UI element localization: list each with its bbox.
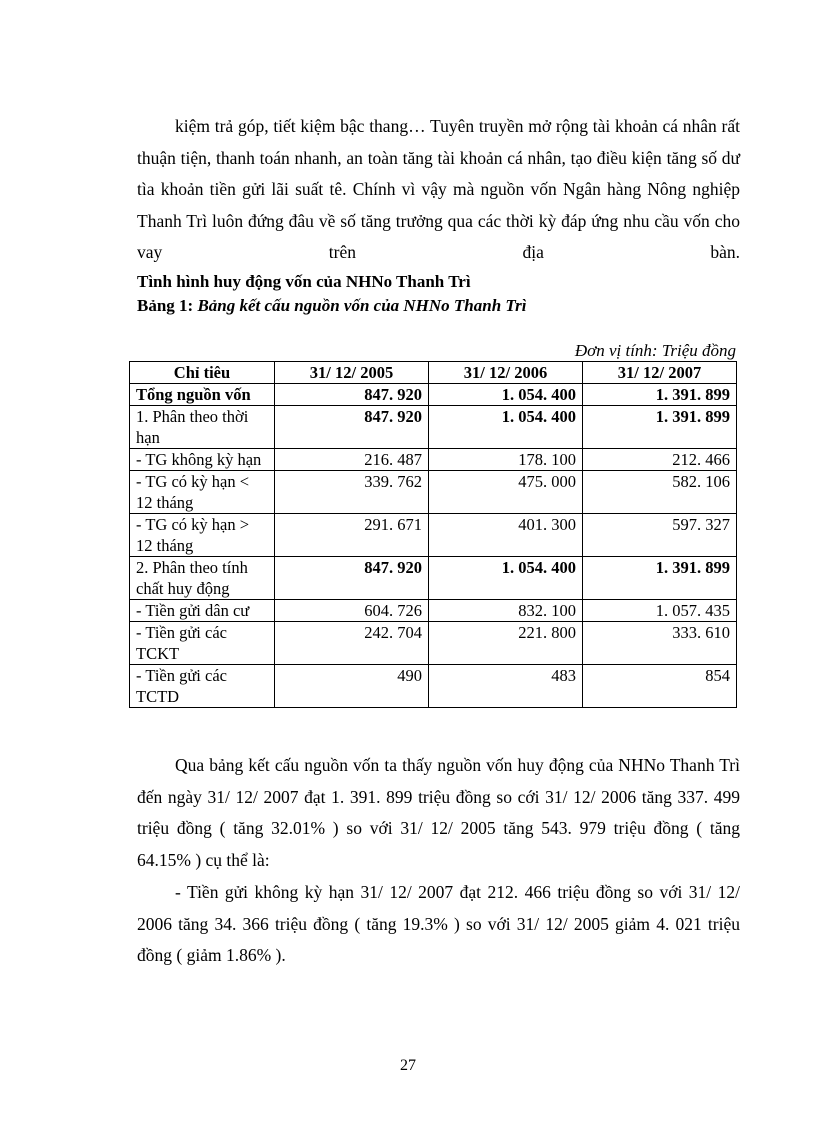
row-label: 1. Phân theo thời hạn [130, 406, 275, 449]
value-cell: 242. 704 [275, 622, 429, 665]
row-label: - Tiền gửi dân cư [130, 600, 275, 622]
value-cell: 178. 100 [429, 449, 583, 471]
value-cell: 291. 671 [275, 514, 429, 557]
value-cell: 490 [275, 665, 429, 708]
intro-paragraph: kiệm trả góp, tiết kiệm bậc thang… Tuyên truyền mở rộng tài khoản cá nhân rất thuận tiện, thanh toán nhanh, an toàn tăng tài khoản cá nhân, tạo điều kiện tăng số dư tìa khoản tiền gửi lãi suất tê. Chính vì vậy mà nguồn vốn Ngân hàng Nông nghiệp Thanh Trì luôn đứng đâu về số tăng trưởng qua các thời kỳ đáp ứng nhu cầu vốn cho vay trên địa bàn. [137, 116, 740, 262]
row-label: Tổng nguồn vốn [130, 384, 275, 406]
value-cell: 597. 327 [583, 514, 737, 557]
value-cell: 212. 466 [583, 449, 737, 471]
row-label: - TG có kỳ hạn > 12 tháng [130, 514, 275, 557]
value-cell: 1. 391. 899 [583, 406, 737, 449]
value-cell: 1. 054. 400 [429, 406, 583, 449]
value-cell: 847. 920 [275, 384, 429, 406]
analysis-paragraph: Qua bảng kết cấu nguồn vốn ta thấy nguồn vốn huy động của NHNo Thanh Trì đến ngày 31/ 12/ 2007 đạt 1. 391. 899 triệu đồng so cới 31/ 12/ 2006 tăng 337. 499 triệu đồng ( tăng 32.01% ) so với 31/ 12/ 2005 tăng 543. 979 triệu đồng ( tăng 64.15% ) cụ thể là: [137, 755, 740, 870]
value-cell: 582. 106 [583, 471, 737, 514]
section-title: Tình hình huy động vốn của NHNo Thanh Trì [137, 272, 471, 291]
page-number: 27 [400, 1057, 416, 1074]
table-row [130, 557, 737, 600]
value-cell: 1. 057. 435 [583, 600, 737, 622]
capital-structure-table [129, 361, 737, 708]
value-cell: 847. 920 [275, 406, 429, 449]
table-row [130, 622, 737, 665]
header-cell: 31/ 12/ 2007 [583, 362, 737, 384]
value-cell: 1. 054. 400 [429, 557, 583, 600]
table-row [130, 384, 737, 406]
value-cell: 483 [429, 665, 583, 708]
value-cell: 1. 391. 899 [583, 557, 737, 600]
detail-paragraph: - Tiền gửi không kỳ hạn 31/ 12/ 2007 đạt 212. 466 triệu đồng so với 31/ 12/ 2006 tăng 34. 366 triệu đồng ( tăng 19.3% ) so với 31/ 12/ 2005 giảm 4. 021 triệu đồng ( giảm 1.86% ). [137, 882, 740, 965]
table-row [130, 471, 737, 514]
value-cell: 854 [583, 665, 737, 708]
unit-note: Đơn vị tính: Triệu đồng [574, 341, 736, 360]
value-cell: 832. 100 [429, 600, 583, 622]
value-cell: 401. 300 [429, 514, 583, 557]
row-label: - Tiền gửi các TCKT [130, 622, 275, 665]
value-cell: 1. 054. 400 [429, 384, 583, 406]
table-label: Bảng 1: [137, 296, 194, 315]
value-cell: 475. 000 [429, 471, 583, 514]
row-label: 2. Phân theo tính chất huy động [130, 557, 275, 600]
table-row [130, 514, 737, 557]
table-caption: Bảng kết cấu nguồn vốn của NHNo Thanh Trì [197, 296, 527, 315]
table-row [130, 665, 737, 708]
value-cell: 847. 920 [275, 557, 429, 600]
value-cell: 221. 800 [429, 622, 583, 665]
header-cell: 31/ 12/ 2005 [275, 362, 429, 384]
value-cell: 333. 610 [583, 622, 737, 665]
value-cell: 216. 487 [275, 449, 429, 471]
table-row [130, 449, 737, 471]
value-cell: 1. 391. 899 [583, 384, 737, 406]
header-cell: Chỉ tiêu [130, 362, 275, 384]
row-label: - TG có kỳ hạn < 12 tháng [130, 471, 275, 514]
header-cell: 31/ 12/ 2006 [429, 362, 583, 384]
value-cell: 339. 762 [275, 471, 429, 514]
table-header-row [130, 362, 737, 384]
table-row [130, 406, 737, 449]
value-cell: 604. 726 [275, 600, 429, 622]
table-row [130, 600, 737, 622]
table-title [137, 295, 527, 317]
row-label: - TG không kỳ hạn [130, 449, 275, 471]
row-label: - Tiền gửi các TCTD [130, 665, 275, 708]
